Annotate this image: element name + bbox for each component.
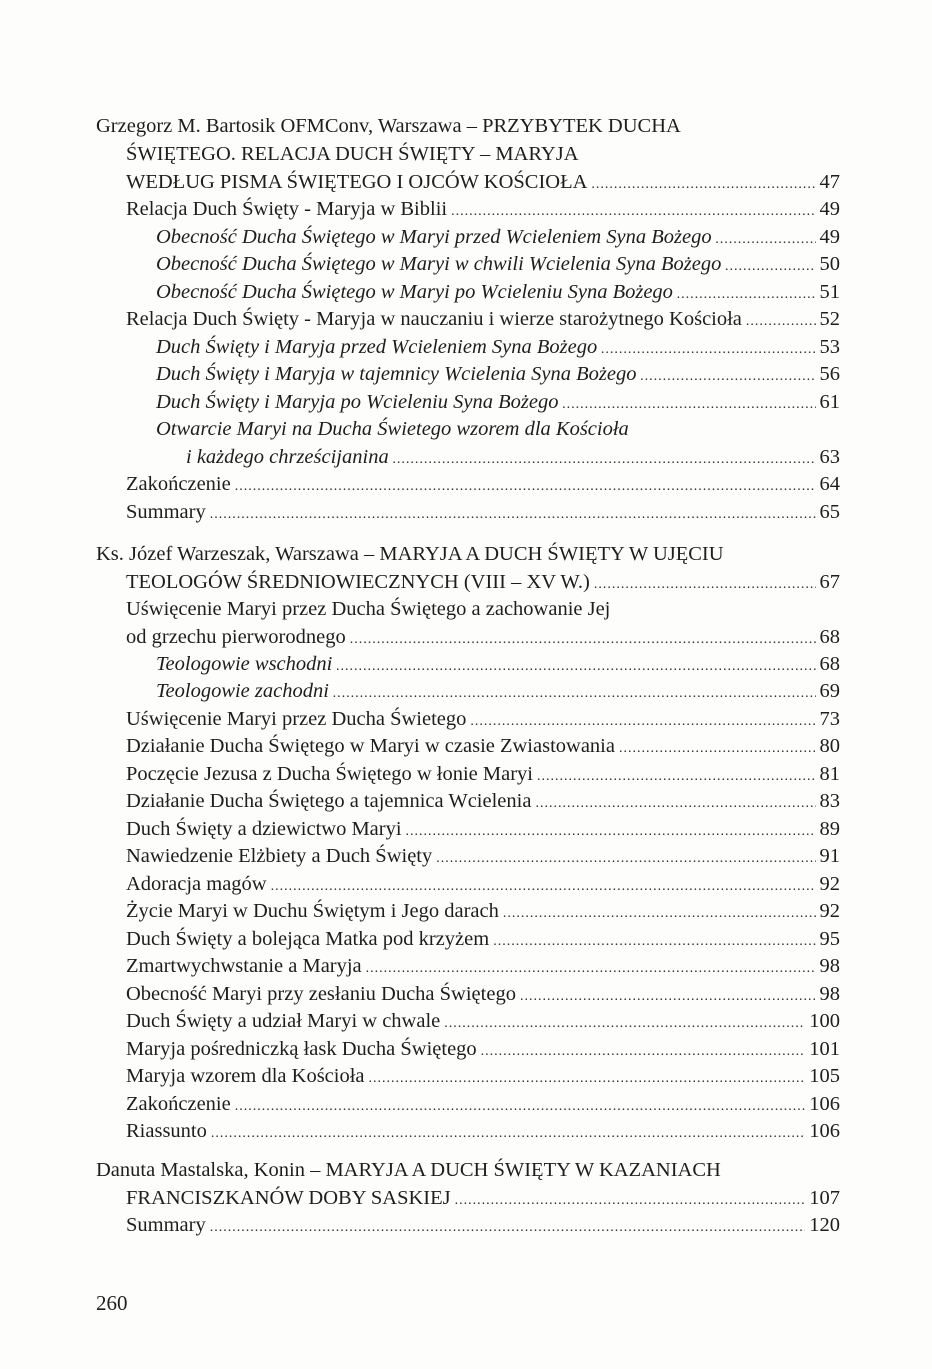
toc-entry[interactable] <box>126 1213 840 1240</box>
toc-entry[interactable] <box>126 872 840 899</box>
toc-page-number: 101 <box>809 1038 840 1060</box>
toc-page-number: 50 <box>819 253 840 275</box>
toc-page-number: 107 <box>809 1187 840 1209</box>
toc-page-number: 92 <box>819 873 840 895</box>
dot-leader <box>451 200 815 224</box>
toc-entry[interactable] <box>156 252 840 279</box>
toc-entry-text: Summary <box>126 1214 206 1236</box>
dot-leader <box>333 682 816 706</box>
toc-entry-text: Zakończenie <box>126 1093 231 1115</box>
toc-page-number: 65 <box>819 501 840 523</box>
toc-entry-text: Riassunto <box>126 1120 207 1142</box>
toc-entry-text: Duch Święty a udział Maryi w chwale <box>126 1010 441 1032</box>
toc-entry <box>126 597 610 621</box>
toc-entry-text: Ks. Józef Warzeszak, Warszawa – MARYJA A DUCH ŚWIĘTY W UJĘCIU <box>96 543 724 565</box>
toc-entry[interactable] <box>126 817 840 844</box>
toc-entry-text: Uświęcenie Maryi przez Ducha Świętego a zachowanie Jej <box>126 598 611 620</box>
dot-leader <box>210 1216 806 1240</box>
toc-entry-text: Maryja pośredniczką łask Ducha Świętego <box>126 1038 477 1060</box>
dot-leader <box>591 173 815 197</box>
toc-entry-text: i każdego chrześcijanina <box>186 446 389 468</box>
toc-entry[interactable] <box>126 1037 840 1064</box>
dot-leader <box>336 655 815 679</box>
dot-leader <box>535 792 815 816</box>
toc-entry-text: Duch Święty i Maryja w tajemnicy Wcielenia Syna Bożego <box>156 363 637 385</box>
toc-page-number: 105 <box>809 1065 840 1087</box>
toc-page-number: 106 <box>809 1120 840 1142</box>
toc-entry-text: Działanie Ducha Świętego a tajemnica Wcielenia <box>126 790 532 812</box>
toc-page-number: 100 <box>809 1010 840 1032</box>
dot-leader <box>444 1012 805 1036</box>
toc-entry[interactable] <box>126 789 840 816</box>
toc-entry-text: Nawiedzenie Elżbiety a Duch Święty <box>126 845 433 867</box>
toc-page-number: 83 <box>819 790 840 812</box>
toc-entry[interactable] <box>126 844 840 871</box>
toc-page-number: 73 <box>819 708 840 730</box>
toc-entry[interactable] <box>126 1092 840 1119</box>
toc-entry[interactable] <box>156 280 840 307</box>
toc-page-number: 67 <box>819 571 840 593</box>
toc-entry[interactable] <box>126 1119 840 1146</box>
toc-entry-text: Teologowie zachodni <box>156 680 329 702</box>
toc-entry[interactable] <box>156 445 840 472</box>
toc-page-number: 92 <box>819 900 840 922</box>
toc-page-number: 47 <box>819 171 840 193</box>
toc-entry-text: TEOLOGÓW ŚREDNIOWIECZNYCH (VIII – XV W.) <box>126 571 590 593</box>
dot-leader <box>746 310 816 334</box>
toc-entry[interactable] <box>156 335 840 362</box>
toc-page-number: 95 <box>819 928 840 950</box>
dot-leader <box>369 1067 806 1091</box>
dot-leader <box>537 765 815 789</box>
toc-entry[interactable] <box>126 1009 840 1036</box>
toc-entry-text: Życie Maryi w Duchu Świętym i Jego darach <box>126 900 499 922</box>
dot-leader <box>619 737 816 761</box>
dot-leader <box>210 503 816 527</box>
toc-entry-text: Duch Święty i Maryja po Wcieleniu Syna Bożego <box>156 391 559 413</box>
dot-leader <box>235 1095 806 1119</box>
toc-page-number: 98 <box>819 983 840 1005</box>
dot-leader <box>455 1189 806 1213</box>
toc-article-heading <box>126 142 579 166</box>
toc-entry-text: ŚWIĘTEGO. RELACJA DUCH ŚWIĘTY – MARYJA <box>126 143 579 165</box>
toc-entry-text: Duch Święty a bolejąca Matka pod krzyżem <box>126 928 490 950</box>
toc-entry[interactable] <box>156 390 840 417</box>
toc-entry[interactable] <box>126 707 840 734</box>
dot-leader <box>601 338 815 362</box>
toc-entry[interactable] <box>126 307 840 334</box>
toc-page-number: 49 <box>819 198 840 220</box>
toc-page-number: 61 <box>819 391 840 413</box>
toc-page-number: 51 <box>819 281 840 303</box>
dot-leader <box>406 820 816 844</box>
dot-leader <box>503 902 816 926</box>
dot-leader <box>716 228 816 252</box>
page-number: 260 <box>96 1291 128 1315</box>
toc-entry[interactable] <box>156 652 840 679</box>
toc-entry-text: Teologowie wschodni <box>156 653 333 675</box>
toc-page-number: 56 <box>819 363 840 385</box>
toc-entry[interactable] <box>126 570 840 597</box>
toc-entry-text: Obecność Maryi przy zesłaniu Ducha Świętego <box>126 983 516 1005</box>
toc-entry-text: Zmartwychwstanie a Maryja <box>126 955 362 977</box>
toc-entry-text: Działanie Ducha Świętego w Maryi w czasie Zwiastowania <box>126 735 615 757</box>
toc-entry-text: Poczęcie Jezusa z Ducha Świętego w łonie Maryi <box>126 763 534 785</box>
toc-page-number: 49 <box>819 226 840 248</box>
toc-entry[interactable] <box>156 679 840 706</box>
toc-entry[interactable] <box>126 472 840 499</box>
dot-leader <box>677 283 816 307</box>
toc-entry-text: Otwarcie Maryi na Ducha Świetego wzorem dla Kościoła <box>156 418 629 440</box>
toc-page-number: 80 <box>819 735 840 757</box>
toc-entry-text: Relacja Duch Święty - Maryja w nauczaniu i wierze starożytnego Kościoła <box>126 308 742 330</box>
toc-article-heading <box>96 1158 721 1182</box>
toc-entry[interactable] <box>126 927 840 954</box>
dot-leader <box>271 875 816 899</box>
toc-page-number: 69 <box>819 680 840 702</box>
toc-page-number: 81 <box>819 763 840 785</box>
toc-entry-text: Danuta Mastalska, Konin – MARYJA A DUCH ŚWIĘTY W KAZANIACH <box>96 1159 721 1181</box>
toc-entry[interactable] <box>126 734 840 761</box>
dot-leader <box>725 255 815 279</box>
toc-entry[interactable] <box>126 1186 840 1213</box>
dot-leader <box>520 985 816 1009</box>
dot-leader <box>594 573 816 597</box>
dot-leader <box>481 1040 806 1064</box>
toc-entry-text: Zakończenie <box>126 473 231 495</box>
toc-entry[interactable] <box>156 362 840 389</box>
toc-entry[interactable] <box>126 954 840 981</box>
toc-entry[interactable] <box>126 197 840 224</box>
toc-entry-text: Adoracja magów <box>126 873 267 895</box>
toc-entry-text: WEDŁUG PISMA ŚWIĘTEGO I OJCÓW KOŚCIOŁA <box>126 171 588 193</box>
toc-entry-text: od grzechu pierworodnego <box>126 626 346 648</box>
toc-entry-text: Duch Święty a dziewictwo Maryi <box>126 818 402 840</box>
toc-entry-text: Obecność Ducha Świętego w Maryi po Wcieleniu Syna Bożego <box>156 281 673 303</box>
dot-leader <box>366 957 816 981</box>
toc-page-number: 68 <box>819 653 840 675</box>
toc-entry[interactable] <box>156 225 840 252</box>
toc-entry <box>156 417 629 441</box>
toc-entry-text: Duch Święty i Maryja przed Wcieleniem Syna Bożego <box>156 336 598 358</box>
toc-entry-text: Grzegorz M. Bartosik OFMConv, Warszawa – PRZYBYTEK DUCHA <box>96 115 681 137</box>
toc-entry-text: FRANCISZKANÓW DOBY SASKIEJ <box>126 1187 451 1209</box>
toc-page-number: 63 <box>819 446 840 468</box>
toc-page-number: 89 <box>819 818 840 840</box>
toc-page-number: 52 <box>819 308 840 330</box>
toc-entry[interactable] <box>126 982 840 1009</box>
toc-entry[interactable] <box>126 899 840 926</box>
dot-leader <box>235 475 816 499</box>
toc-page-number: 120 <box>809 1214 840 1236</box>
toc-entry-text: Obecność Ducha Świętego w Maryi w chwili Wcielenia Syna Bożego <box>156 253 722 275</box>
toc-page-number: 53 <box>819 336 840 358</box>
toc-article-heading <box>96 542 724 566</box>
toc-entry-text: Uświęcenie Maryi przez Ducha Świetego <box>126 708 467 730</box>
toc-entry[interactable] <box>126 625 840 652</box>
toc-page-number: 64 <box>819 473 840 495</box>
toc-entry-text: Relacja Duch Święty - Maryja w Biblii <box>126 198 448 220</box>
toc-entry[interactable] <box>126 170 840 197</box>
dot-leader <box>493 930 815 954</box>
toc-entry[interactable] <box>126 1064 840 1091</box>
dot-leader <box>436 847 815 871</box>
toc-entry-text: Maryja wzorem dla Kościoła <box>126 1065 365 1087</box>
dot-leader <box>470 710 815 734</box>
toc-entry[interactable] <box>126 500 840 527</box>
toc-article-heading <box>96 114 681 138</box>
toc-entry-text: Summary <box>126 501 206 523</box>
dot-leader <box>640 365 815 389</box>
toc-page-number: 98 <box>819 955 840 977</box>
dot-leader <box>563 393 816 417</box>
toc-entry-text: Obecność Ducha Świętego w Maryi przed Wcieleniem Syna Bożego <box>156 226 712 248</box>
toc-page-number: 106 <box>809 1093 840 1115</box>
toc-entry[interactable] <box>126 762 840 789</box>
toc-page-number: 68 <box>819 626 840 648</box>
dot-leader <box>350 628 816 652</box>
dot-leader <box>393 448 816 472</box>
dot-leader <box>211 1122 805 1146</box>
toc-page-number: 91 <box>819 845 840 867</box>
